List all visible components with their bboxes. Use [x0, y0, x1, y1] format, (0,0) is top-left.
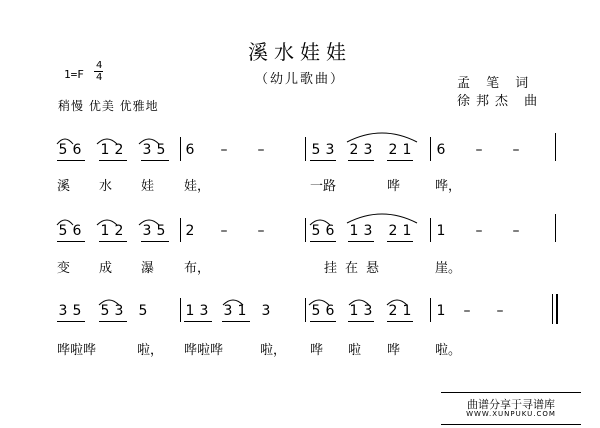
barline — [305, 137, 306, 161]
beam — [141, 160, 169, 161]
composer-credit: 徐邦杰 曲 — [457, 94, 544, 109]
note: 3 — [142, 142, 152, 158]
time-signature-bottom: 4 — [96, 72, 103, 83]
lyric: 哗 — [387, 343, 401, 358]
lyric: 哗 — [310, 343, 324, 358]
beam — [310, 160, 336, 161]
note: 1 — [436, 223, 446, 239]
lyric: 崖。 — [435, 261, 462, 276]
note: – — [475, 223, 483, 239]
beam — [348, 241, 374, 242]
note: 1 — [237, 303, 247, 319]
note: 1 — [402, 223, 412, 239]
lyric: 哗啦哗 — [57, 343, 97, 358]
note: 1 — [402, 142, 412, 158]
note: 2 — [114, 142, 124, 158]
note: – — [257, 142, 265, 158]
beam — [387, 160, 413, 161]
note: – — [512, 223, 520, 239]
note: 2 — [388, 303, 398, 319]
note: – — [220, 223, 228, 239]
barline — [555, 214, 556, 242]
note: 5 — [100, 303, 110, 319]
note: 1 — [100, 223, 110, 239]
lyric: 啦。 — [435, 343, 462, 358]
beam — [348, 321, 374, 322]
lyric: 瀑 — [141, 261, 155, 276]
lyric: 啦， — [137, 343, 164, 358]
lyricist-credit: 孟 笔 词 — [457, 76, 535, 91]
note: – — [475, 142, 483, 158]
note: – — [257, 223, 265, 239]
barline — [180, 298, 181, 322]
note: 5 — [58, 142, 68, 158]
final-barline-thin — [552, 294, 553, 324]
note: 5 — [311, 142, 321, 158]
barline — [430, 137, 431, 161]
note: 3 — [363, 223, 373, 239]
barline — [430, 218, 431, 242]
beam — [387, 321, 413, 322]
key-signature: 1=F — [64, 68, 84, 81]
lyric: 娃， — [184, 179, 211, 194]
beam — [348, 160, 374, 161]
barline — [180, 137, 181, 161]
note: 6 — [325, 223, 335, 239]
lyric: 啦， — [260, 343, 287, 358]
note: 3 — [325, 142, 335, 158]
lyric: 啦 — [348, 343, 362, 358]
note: 3 — [261, 303, 271, 319]
lyric: 水 — [99, 179, 113, 194]
lyric: 挂在悬 — [324, 261, 388, 276]
note: 3 — [363, 142, 373, 158]
note: 1 — [402, 303, 412, 319]
note: 2 — [185, 223, 195, 239]
beam — [387, 241, 413, 242]
beam — [57, 321, 85, 322]
lyric: 变 — [57, 261, 71, 276]
beam — [222, 321, 250, 322]
time-signature-top: 4 — [96, 60, 103, 71]
note: 3 — [363, 303, 373, 319]
note: 2 — [388, 223, 398, 239]
watermark-url: WWW.XUNPUKU.COM — [466, 410, 556, 418]
note: 6 — [325, 303, 335, 319]
note: – — [496, 303, 504, 319]
song-title: 溪水娃娃 — [248, 40, 352, 64]
lyric: 哗 — [387, 179, 401, 194]
note: 6 — [72, 223, 82, 239]
note: 1 — [100, 142, 110, 158]
lyric: 溪 — [57, 179, 71, 194]
barline — [430, 298, 431, 322]
note: 5 — [156, 223, 166, 239]
note: – — [512, 142, 520, 158]
watermark — [441, 392, 581, 425]
note: 5 — [72, 303, 82, 319]
note: 3 — [142, 223, 152, 239]
note: 6 — [72, 142, 82, 158]
lyric: 布， — [184, 261, 211, 276]
note: 1 — [436, 303, 446, 319]
note: – — [463, 303, 471, 319]
lyric: 成 — [99, 261, 113, 276]
beam — [99, 321, 127, 322]
barline — [305, 218, 306, 242]
note: 3 — [114, 303, 124, 319]
note: 5 — [311, 223, 321, 239]
watermark-text: 曲谱分享于寻谱库 — [467, 398, 555, 411]
note: 3 — [223, 303, 233, 319]
note: 5 — [156, 142, 166, 158]
barline — [180, 218, 181, 242]
barline — [555, 133, 556, 161]
beam — [99, 241, 127, 242]
note: 1 — [349, 223, 359, 239]
note: – — [220, 142, 228, 158]
lyric: 哗， — [435, 179, 462, 194]
note: 2 — [388, 142, 398, 158]
lyric: 娃 — [141, 179, 155, 194]
note: 5 — [58, 223, 68, 239]
note: 6 — [436, 142, 446, 158]
beam — [310, 241, 336, 242]
note: 5 — [311, 303, 321, 319]
note: 3 — [199, 303, 209, 319]
song-subtitle: （幼儿歌曲） — [254, 72, 345, 87]
note: 1 — [185, 303, 195, 319]
beam — [99, 160, 127, 161]
note: 6 — [185, 142, 195, 158]
lyric: 一路 — [310, 179, 337, 194]
note: 5 — [138, 303, 148, 319]
beam — [57, 160, 85, 161]
note: 2 — [114, 223, 124, 239]
note: 2 — [349, 142, 359, 158]
beam — [57, 241, 85, 242]
note: 3 — [58, 303, 68, 319]
beam — [184, 321, 212, 322]
tempo-marking: 稍慢 优美 优雅地 — [58, 99, 159, 113]
beam — [310, 321, 336, 322]
beam — [141, 241, 169, 242]
lyric: 哗啦哗 — [184, 343, 224, 358]
note: 1 — [349, 303, 359, 319]
barline — [305, 298, 306, 322]
final-barline-thick — [556, 294, 558, 324]
